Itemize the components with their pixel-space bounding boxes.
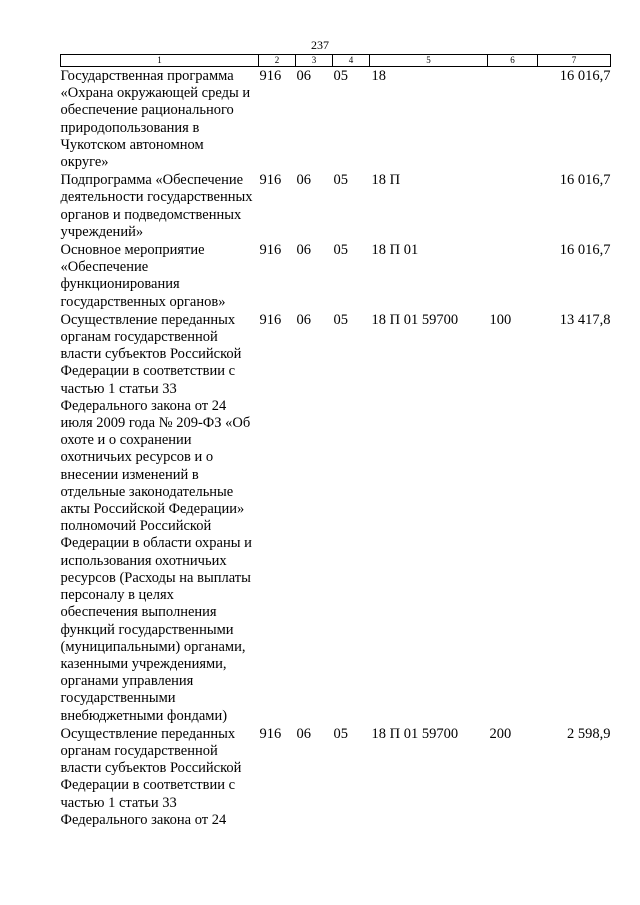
column-header-4: 4	[333, 55, 370, 67]
column-header-3: 3	[296, 55, 333, 67]
column-header-1: 1	[61, 55, 259, 67]
row-section-code: 06	[296, 172, 311, 189]
row-section-code: 06	[296, 725, 311, 742]
row-expense-type: 100	[489, 311, 512, 328]
row-ministry-code: 916	[259, 242, 282, 259]
row-section-code: 06	[296, 311, 311, 328]
row-name: Осуществление переданных органам государственной власти субъектов Российской Федерации в соответствии с частью 1 статьи 33 Федерального закона от 24	[60, 725, 242, 828]
row-amount: 16 016,7	[559, 68, 611, 84]
row-section-code: 06	[296, 68, 311, 84]
row-section-code: 06	[296, 242, 311, 259]
header-row	[61, 55, 611, 67]
row-expense-type	[488, 171, 538, 241]
row-name: Подпрограмма «Обеспечение деятельности государственных органов и подведомственных учреждений»	[60, 172, 253, 240]
table-body	[61, 67, 611, 829]
row-subsection-code: 05	[333, 68, 348, 84]
table-row	[61, 725, 611, 829]
row-expense-type: 200	[489, 725, 512, 742]
table-row	[61, 171, 611, 241]
table-row	[61, 241, 611, 311]
row-target-article: 18 П 01 59700	[371, 725, 459, 742]
row-amount: 2 598,9	[567, 725, 611, 742]
row-amount: 13 417,8	[559, 311, 611, 328]
row-subsection-code: 05	[333, 242, 348, 259]
budget-table	[60, 54, 611, 829]
row-target-article: 18 П 01 59700	[371, 311, 459, 328]
column-header-5: 5	[370, 55, 488, 67]
row-ministry-code: 916	[259, 725, 282, 742]
page-number: 237	[311, 38, 329, 52]
row-ministry-code: 916	[259, 68, 282, 84]
row-ministry-code: 916	[259, 311, 282, 328]
row-subsection-code: 05	[333, 311, 348, 328]
row-amount: 16 016,7	[559, 242, 611, 259]
row-name: Основное мероприятие «Обеспечение функционирования государственных органов»	[60, 242, 226, 310]
row-name: Государственная программа «Охрана окружающей среды и обеспечение рационального природопользования в Чукотском автономном округе»	[60, 68, 251, 171]
row-target-article: 18 П 01	[371, 242, 419, 259]
table-header	[61, 55, 611, 67]
row-amount: 16 016,7	[559, 172, 611, 189]
row-target-article: 18 П	[371, 172, 401, 189]
row-name: Осуществление переданных органам государственной власти субъектов Российской Федерации в соответствии с частью 1 статьи 33 Федерального закона от 24 июля 2009 года № 209-ФЗ «Об охоте и о сохранении охотничьих ресурсов и о внесении изменений в отдельные законодательные акты Российской Федерации» полномочий Российской Федерации в области охраны и использования охотничьих ресурсов (Расходы на выплаты персоналу в целях обеспечения выполнения функций государственными (муниципальными) органами, казенными учреждениями, органами управления государственными внебюджетными фондами)	[60, 311, 252, 724]
column-header-2: 2	[259, 55, 296, 67]
row-ministry-code: 916	[259, 172, 282, 189]
column-header-6: 6	[488, 55, 538, 67]
row-expense-type	[488, 241, 538, 311]
table-row	[61, 67, 611, 172]
row-expense-type	[488, 67, 538, 172]
row-subsection-code: 05	[333, 725, 348, 742]
table-row	[61, 311, 611, 725]
column-header-7: 7	[538, 55, 611, 67]
row-target-article: 18	[371, 68, 386, 84]
row-subsection-code: 05	[333, 172, 348, 189]
